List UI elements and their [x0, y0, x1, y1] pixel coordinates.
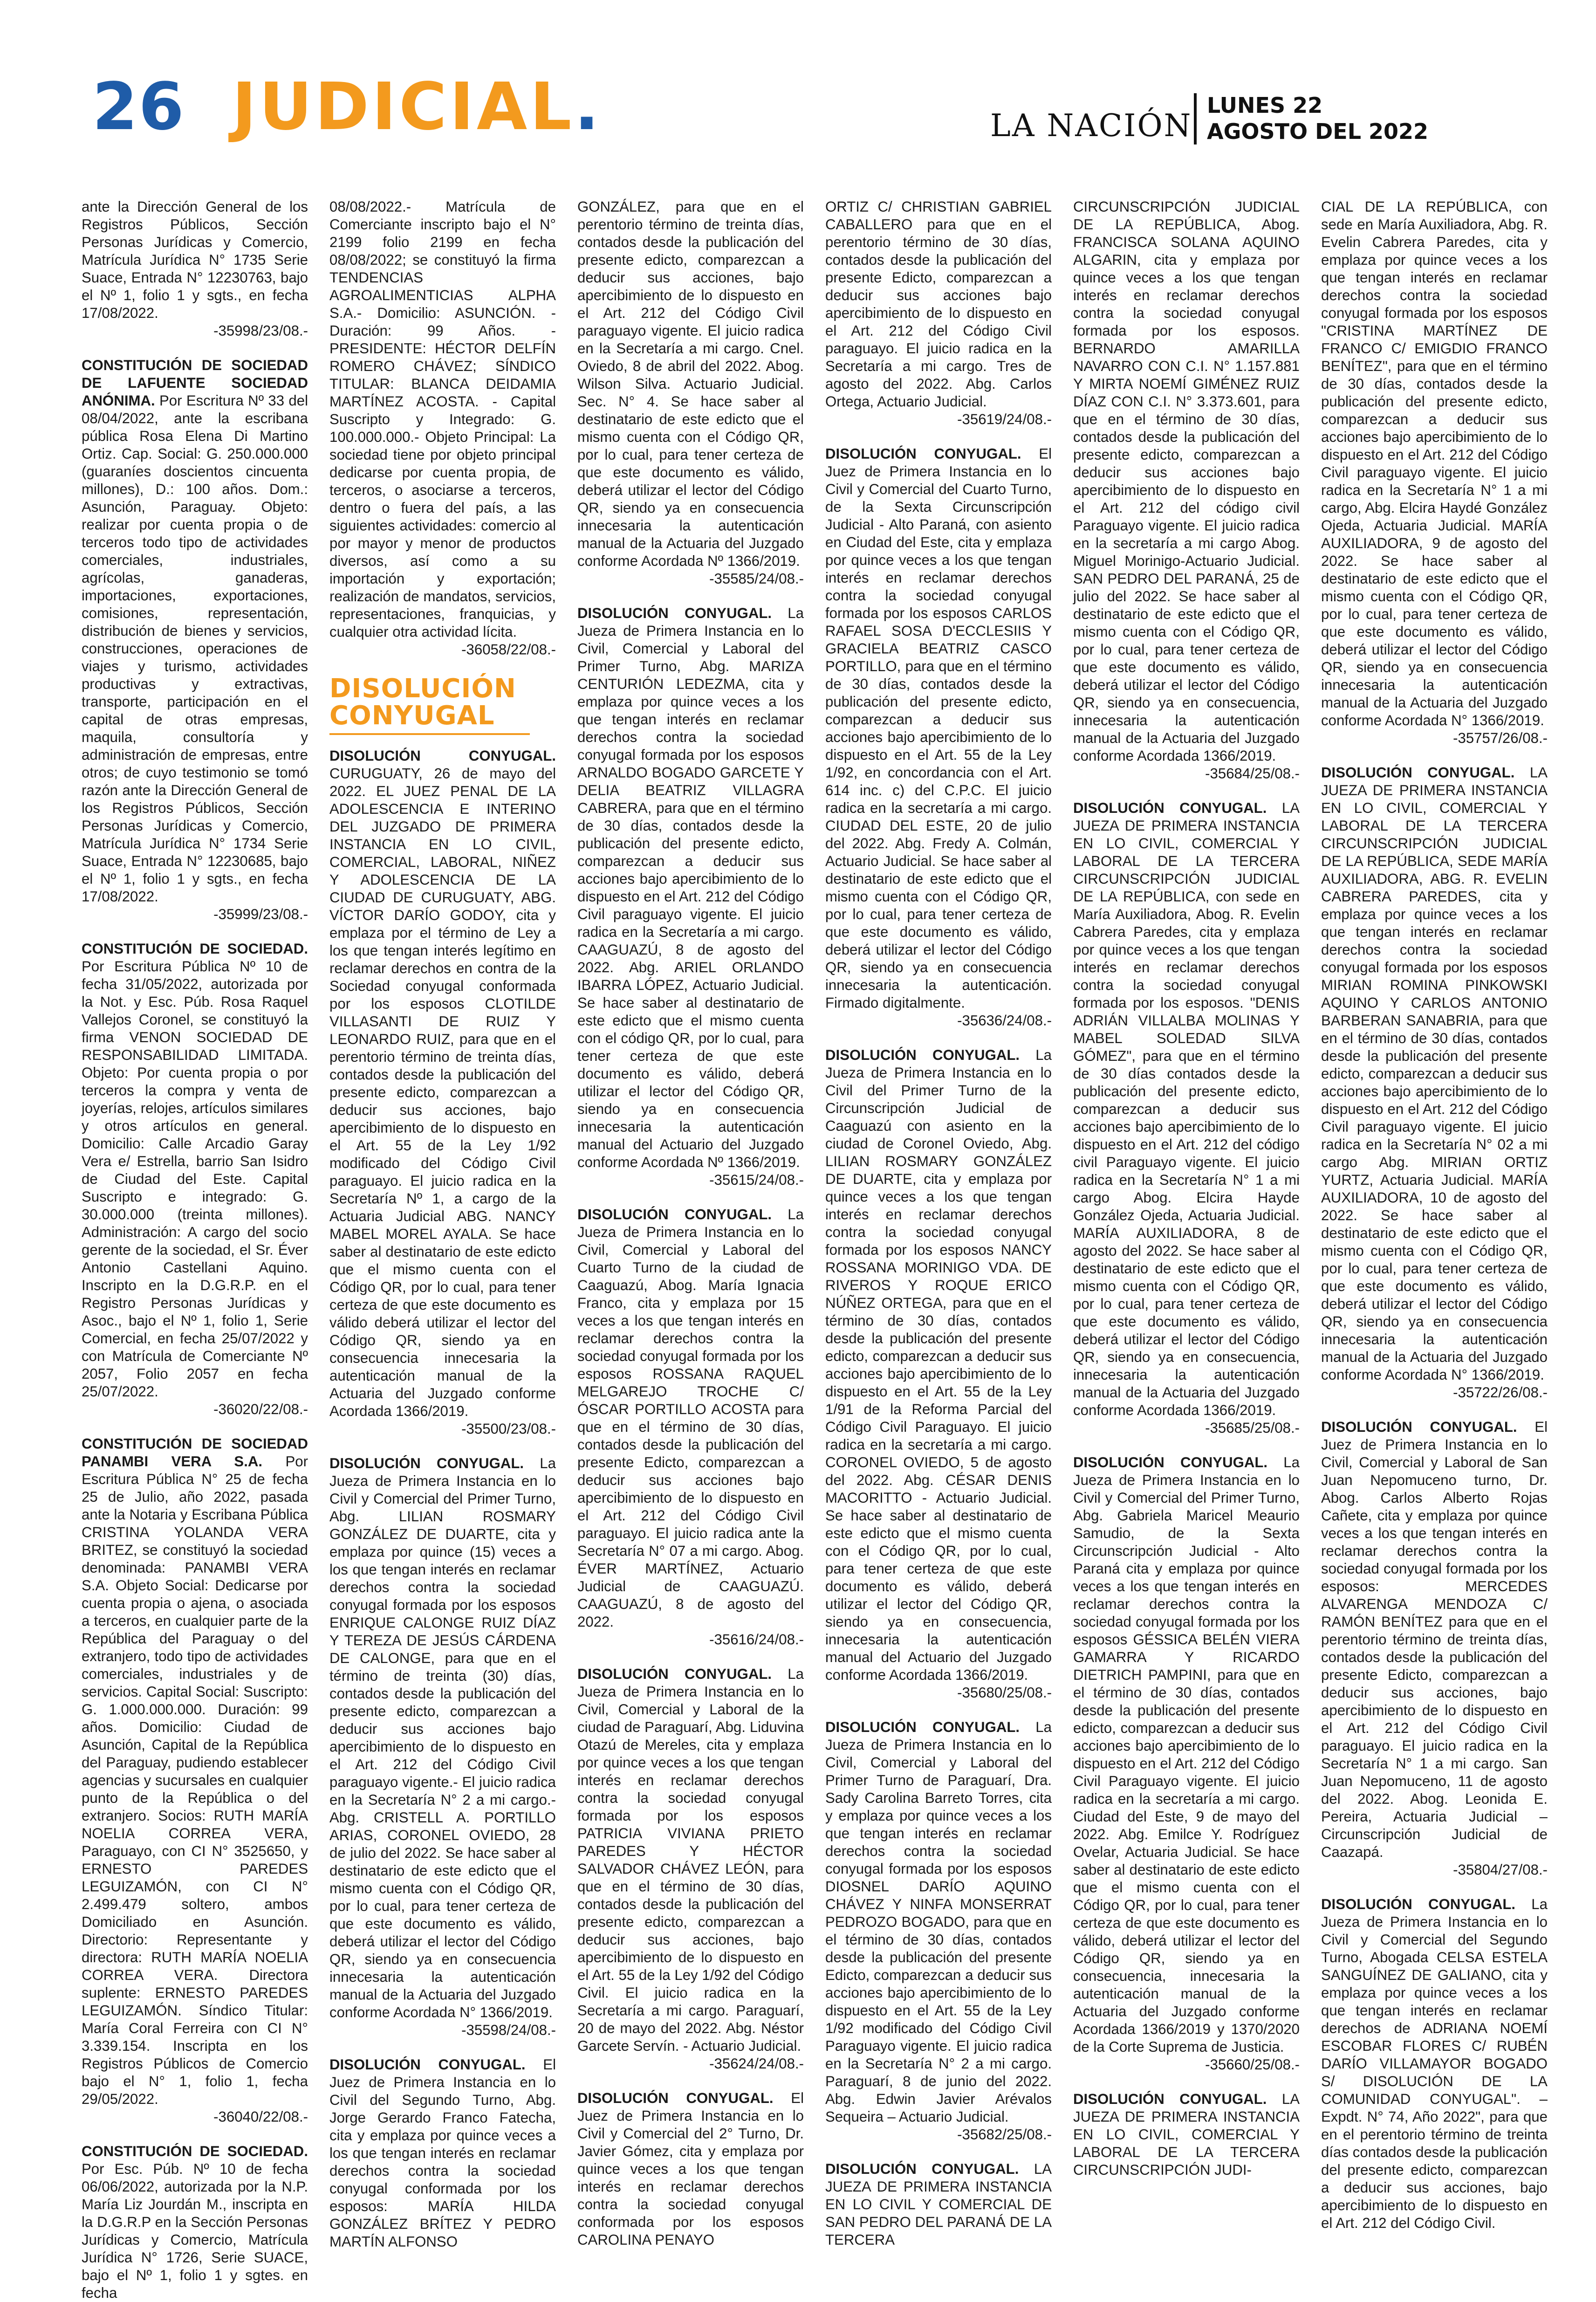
notice-title: DISOLUCIÓN CONYUGAL. [1321, 764, 1515, 781]
notice-title: CONSTITUCIÓN DE SOCIEDAD. [82, 2143, 308, 2159]
notice-title: DISOLUCIÓN CONYUGAL. [329, 1455, 524, 1471]
notice-title: DISOLUCIÓN CONYUGAL. [577, 2090, 774, 2106]
notice: CIAL DE LA REPÚBLICA, con sede en María Auxiliadora, Abg. R. Evelin Cabrera Paredes, cita y emplaza por quince veces a los que tengan interés en reclamar derechos contra la sociedad conyugal formada por los esposos "CRISTINA MARTÍNEZ DE FRANCO C/ EMIGDIO FRANCO BENÍTEZ", para que en el término de 30 días, contados desde la publicación del presente edicto, comparezcan a deducir sus acciones bajo apercibimiento de lo dispuesto en el Art. 212 del Código Civil paraguayo vigente. El juicio radica en la Secretaría N° 1 a mi cargo, Abg. Elcira Haydé González Ojeda, Actuaria Judicial. MARÍA AUXILIADORA, 9 de agosto del 2022. Se hace saber al destinatario de este edicto que el mismo cuenta con el Código QR, por lo cual, para tener certeza de que este documento es válido, deberá utilizar el lector del Código QR, siendo ya en consecuencia innecesaria la autenticación manual de la Actuaria del Juzgado conforme Acordada N° 1366/2019. -35757/26/08.- [1321, 199, 1548, 746]
issue-month: AGOSTO DEL 2022 [1207, 119, 1429, 144]
notice-title: DISOLUCIÓN CONYUGAL. [1073, 800, 1267, 816]
section-dot: . [574, 69, 602, 145]
newspaper-logo: LA NACIÓN [990, 108, 1192, 144]
notice: ORTIZ C/ CHRISTIAN GABRIEL CABALLERO para que en el perentorio término de 30 días, contados desde la publicación del presente Edicto, comparezcan a deducir sus acciones bajo apercibimiento de lo dispuesto en el Art. 212 del Código Civil paraguayo. El juicio radica en la Secretaría a mi cargo. Tres de agosto del 2022. Abg. Carlos Ortega, Actuario Judicial. -35619/24/08.- [825, 199, 1052, 427]
notice-title: DISOLUCIÓN CONYUGAL. [329, 2056, 526, 2073]
notice-ref: -35999/23/08.- [213, 906, 308, 922]
notice-ref: -35636/24/08.- [957, 1012, 1052, 1029]
notice-title: DISOLUCIÓN CONYUGAL. [577, 1666, 772, 1682]
notice: ante la Dirección General de los Registros Públicos, Sección Personas Jurídicas y Comercio, Matrícula Jurídica N° 1735 Serie Suace, Entrada N° 12230763, bajo el Nº 1, folio 1 y sgts., en fecha 17/08/2022. -35998/23/08.- [82, 199, 308, 339]
notice: DISOLUCIÓN CONYUGAL. La Jueza de Primera Instancia en lo Civil y Comercial del Primer Turno, Abg. Gabriela Maricel Meaurio Samudio, de la Sexta Circunscripción Judicial - Alto Paraná cita y emplaza por quince veces a los que tengan interés en reclamar derechos contra la sociedad conyugal formada por los esposos GÉSSICA BELÉN VIERA GAMARRA Y RICARDO DIETRICH PAMPINI, para que en el término de 30 días, contados desde la publicación del presente edicto, comparezcan a deducir sus acciones bajo apercibimiento de lo dispuesto en el Art. 212 del Código Civil Paraguayo vigente. El juicio radica en la secretaría a mi cargo. Ciudad del Este, 9 de mayo del 2022. Abg. Emilce Y. Rodríguez Ovelar, Actuaria Judicial. Se hace saber al destinatario de este edicto que el mismo cuenta con el Código QR, por lo cual, para tener certeza de que este documento es válido, deberá utilizar el lector del Código QR, siendo ya en consecuencia, innecesaria la autenticación manual de la Actuaria del Juzgado conforme Acordada 1366/2019 y 1370/2020 de la Corte Suprema de Justicia. -35660/25/08.- [1073, 1454, 1300, 2073]
notice-ref: -35757/26/08.- [1453, 730, 1548, 746]
issue-day: LUNES 22 [1207, 93, 1323, 118]
notice: DISOLUCIÓN CONYUGAL. CURUGUATY, 26 de mayo del 2022. EL JUEZ PENAL DE LA ADOLESCENCIA E INTERINO DEL JUZGADO DE PRIMERA INSTANCIA EN LO CIVIL, COMERCIAL, LABORAL, NIÑEZ Y ADOLESCENCIA DE LA CIUDAD DE CURUGUATY, ABG. VÍCTOR DARÍO GODOY, cita y emplaza por el término de Ley a los que tengan interés legítimo en reclamar derechos en contra de la Sociedad conyugal conformada por los esposos CLOTILDE VILLASANTI DE RUIZ Y LEONARDO RUIZ, para que en el perentorio término de treinta días, contados desde la publicación del presente edicto, comparezcan a deducir sus acciones, bajo apercibimiento de lo dispuesto en el Art. 55 de la Ley 1/92 modificado del Código Civil paraguayo. El juicio radica en la Secretaría Nº 1, a cargo de la Actuaria Judicial ABG. NANCY MABEL MOREL AYALA. Se hace saber al destinatario de este edicto que el mismo cuenta con el Código QR, por lo cual, para tener certeza de que este documento es válido deberá utilizar el lector del Código QR, siendo ya en consecuencia innecesaria la autenticación manual de la Actuaria del Juzgado conforme Acordada 1366/2019. -35500/23/08.- [329, 748, 556, 1437]
notice-title: CONSTITUCIÓN DE SOCIEDAD. [82, 941, 308, 957]
notice-title: DISOLUCIÓN CONYUGAL. [1321, 1419, 1517, 1435]
notice-title: CONSTITUCIÓN DE SOCIEDAD DE LAFUENTE SOCIEDAD ANÓNIMA. [82, 357, 308, 409]
column-2 [329, 198, 556, 2250]
notice-title: DISOLUCIÓN CONYUGAL. [825, 2161, 1019, 2177]
notice-ref: -36040/22/08.- [213, 2109, 308, 2125]
notice-title: DISOLUCIÓN CONYUGAL. [329, 748, 556, 764]
notice: DISOLUCIÓN CONYUGAL. La Jueza de Primera Instancia en lo Civil y Comercial del Segundo Turno, Abogada CELSA ESTELA SANGUÍNEZ DE GALIANO, cita y emplaza por quince veces a los que tengan interés en reclamar derechos de ADRIANA NOEMÍ ESCOBAR FLORES C/ RUBÉN DARÍO VILLAMAYOR BOGADO S/ DISOLUCIÓN DE LA COMUNIDAD CONYUGAL". – Expdt. N° 74, Año 2022", para que en el perentorio término de treinta días contados desde la publicación del presente edicto, comparezcan a deducir sus acciones, bajo apercibimiento de lo dispuesto en el Art. 212 del Código Civil. [1321, 1896, 1548, 2231]
notice-ref: -35619/24/08.- [957, 411, 1052, 427]
notice-ref: -35684/25/08.- [1205, 765, 1300, 782]
column-5 [1073, 198, 1300, 2178]
notice-ref: -35685/25/08.- [1205, 1420, 1300, 1436]
notice-ref: -35615/24/08.- [709, 1172, 804, 1188]
notice-title: DISOLUCIÓN CONYUGAL. [825, 446, 1021, 462]
notice: DISOLUCIÓN CONYUGAL. El Juez de Primera Instancia en lo Civil y Comercial del Cuarto Turno, de la Sexta Circunscripción Judicial - Alto Paraná, con asiento en Ciudad del Este, cita y emplaza por quince veces a los que tengan interés en reclamar derechos contra la sociedad conyugal formada por los esposos CARLOS RAFAEL SOSA D'ECCLESIIS Y GRACIELA BEATRIZ CASCO PORTILLO, para que en el término de 30 días, contados desde la publicación del presente edicto, comparezcan a deducir sus acciones bajo apercibimiento de lo dispuesto en el Art. 55 de la Ley 1/92, en concordancia con el Art. 614 inc. c) del C.P.C. El juicio radica en la secretaría a mi cargo. CIUDAD DEL ESTE, 20 de julio del 2022. Abg. Fredy A. Colmán, Actuario Judicial. Se hace saber al destinatario de este edicto que el mismo cuenta con el Código QR, por lo cual, para tener certeza de que este documento es válido, deberá utilizar el lector del Código QR, siendo ya en consecuencia innecesaria la autenticación. Firmado digitalmente. -35636/24/08.- [825, 446, 1052, 1029]
notice: DISOLUCIÓN CONYUGAL. La Jueza de Primera Instancia en lo Civil, Comercial y Laboral de la ciudad de Paraguarí, Abg. Liduvina Otazú de Mereles, cita y emplaza por quince veces a los que tengan interés en reclamar derechos contra la sociedad conyugal formada por los esposos PATRICIA VIVIANA PRIETO PAREDES Y HÉCTOR SALVADOR CHÁVEZ LEÓN, para que en el término de 30 días, contados desde la publicación del presente edicto, comparezcan a deducir sus acciones, bajo apercibimiento de lo dispuesto en el Art. 55 de la Ley 1/92 del Código Civil. El juicio radica en la Secretaría a mi cargo. Paraguarí, 20 de mayo del 2022. Abg. Néstor Garcete Servín. - Actuario Judicial. -35624/24/08.- [577, 1666, 804, 2072]
notice: DISOLUCIÓN CONYUGAL. La Jueza de Primera Instancia en lo Civil, Comercial y Laboral del Cuarto Turno de la ciudad de Caaguazú, Abog. María Ignacia Franco, cita y emplaza por 15 veces a los que tengan interés en reclamar derechos contra la sociedad conyugal formada por los esposos ROSSANA RAQUEL MELGAREJO TROCHE C/ ÓSCAR PORTILLO ACOSTA para que en el término de 30 días, contados desde la publicación del presente Edicto, comparezcan a deducir sus acciones bajo apercibimiento de lo dispuesto en el Art. 212 del Código Civil paraguayo. El juicio radica ante la Secretaría N° 07 a mi cargo. Abog. ÉVER MARTÍNEZ, Actuario Judicial de CAAGUAZÚ. CAAGUAZÚ, 8 de agosto del 2022. -35616/24/08.- [577, 1206, 804, 1648]
notice: 08/08/2022.- Matrícula de Comerciante inscripto bajo el N° 2199 folio 2199 en fecha 08/08/2022; se constituyó la firma TENDENCIAS AGROALIMENTICIAS ALPHA S.A.- Domicilio: ASUNCIÓN. - Duración: 99 Años. - PRESIDENTE: HÉCTOR DELFÍN ROMERO CHÁVEZ; SÍNDICO TITULAR: BLANCA DEIDAMIA MARTÍNEZ ACOSTA. - Capital Suscripto y Integrado: G. 100.000.000.- Objeto Principal: La sociedad tiene por objeto principal dedicarse por cuenta propia, de terceros, o asociarse a terceros, dentro o fuera del país, a las siguientes actividades: comercio al por mayor y menor de productos diversos, así como a su importación y exportación; realización de mandatos, servicios, representaciones, franquicias, y cualquier otra actividad lícita. -36058/22/08.- [329, 199, 556, 658]
notice-columns [82, 198, 1549, 2301]
notice: DISOLUCIÓN CONYUGAL. LA JUEZA DE PRIMERA INSTANCIA EN LO CIVIL Y COMERCIAL DE SAN PEDRO DEL PARANÁ DE LA TERCERA [825, 2161, 1052, 2248]
notice-title: DISOLUCIÓN CONYUGAL. [825, 1047, 1020, 1063]
notice: DISOLUCIÓN CONYUGAL. LA JUEZA DE PRIMERA INSTANCIA EN LO CIVIL, COMERCIAL Y LABORAL DE LA TERCERA CIRCUNSCRIPCIÓN JUDICIAL DE LA REPÚBLICA, con sede en María Auxiliadora, Abog. R. Evelin Cabrera Paredes, cita y emplaza por quince veces a los que tengan interés en reclamar derechos contra la sociedad conyugal formada por los esposos. "DENIS ADRIÁN VILLALBA MOLINAS Y MABEL SOLEDAD SILVA GÓMEZ", para que en el término de 30 días contados desde la publicación del presente edicto, comparezcan a deducir sus acciones bajo apercibimiento de lo dispuesto en el Art. 212 del código civil Paraguayo vigente. El juicio radica en la Secretaría N° 1 a mi cargo Abog. Elcira Hayde González Ojeda, Actuaria Judicial. MARÍA AUXILIADORA, 8 de agosto del 2022. Se hace saber al destinatario de este edicto que el mismo cuenta con el Código QR, por lo cual, para tener certeza de que este documento es válido, deberá utilizar el lector del Código QR, siendo ya en consecuencia, innecesaria la autenticación manual de la Actuaria del Juzgado conforme Acordada 1366/2019. -35685/25/08.- [1073, 800, 1300, 1436]
page-header [0, 0, 1596, 177]
notice: DISOLUCIÓN CONYUGAL. El Juez de Primera Instancia en lo Civil, Comercial y Laboral de San Juan Nepomuceno turno, Dr. Abog. Carlos Alberto Rojas Cañete, cita y emplaza por quince veces a los que tengan interés en reclamar derechos contra la sociedad conyugal formada por los esposos: MERCEDES ALVARENGA MENDOZA C/ RAMÓN BENÍTEZ para que en el perentorio término de treinta días, contados desde la publicación del presente Edicto, comparezcan a deducir sus acciones, bajo apercibimiento de lo dispuesto en el Art. 212 del Código Civil paraguayo. El juicio radica en la Secretaría N° 1 a mi cargo. San Juan Nepomuceno, 11 de agosto del 2022. Abog. Leonida E. Pereira, Actuaria Judicial – Circunscripción Judicial de Caazapá. -35804/27/08.- [1321, 1419, 1548, 1878]
notice: DISOLUCIÓN CONYUGAL. La Jueza de Primera Instancia en lo Civil del Primer Turno de la Circunscripción Judicial de Caaguazú con asiento en la ciudad de Coronel Oviedo, Abg. LILIAN ROSMARY GONZÁLEZ DE DUARTE, cita y emplaza por quince veces a los que tengan interés en reclamar derechos contra la sociedad conyugal formada por los esposos NANCY ROSSANA MORINIGO VDA. DE RIVEROS Y ROQUE ERICO NÚÑEZ ORTEGA, para que en el término de 30 días, contados desde la publicación del presente edicto, comparezcan a deducir sus acciones bajo apercibimiento de lo dispuesto en el Art. 55 de la Ley 1/91 de la Reforma Parcial del Código Civil Paraguayo. El juicio radica en la secretaría a mi cargo. CORONEL OVIEDO, 5 de agosto del 2022. Abg. CÉSAR DENIS MACORITTO - Actuario Judicial. Se hace saber al destinatario de este edicto que el mismo cuenta con el Código QR, por lo cual, para tener certeza de que este documento es válido, deberá utilizar el lector del Código QR, siendo ya en consecuencia, innecesaria la autenticación manual del Actuario del Juzgado conforme Acordada 1366/2019. -35680/25/08.- [825, 1047, 1052, 1701]
notice: CONSTITUCIÓN DE SOCIEDAD. Por Escritura Pública Nº 10 de fecha 31/05/2022, autorizada por la Not. y Esc. Púb. Rosa Raquel Vallejos Coronel, se constituyó la firma VENON SOCIEDAD DE RESPONSABILIDAD LIMITADA. Objeto: Por cuenta propia o por terceros la compra y venta de joyerías, relojes, artículos similares y otros artículos en general. Domicilio: Calle Arcadio Garay Vera e/ Estrella, barrio San Isidro de Ciudad del Este. Capital Suscripto e integrado: G. 30.000.000 (treinta millones). Administración: A cargo del socio gerente de la sociedad, el Sr. Éver Antonio Castellani Aquino. Inscripto en la D.G.R.P. en el Registro Personas Jurídicas y Asoc., bajo el Nº 1, folio 1, Serie Comercial, en fecha 25/07/2022 y con Matrícula de Comerciante Nº 2057, Folio 2057 en fecha 25/07/2022. -36020/22/08.- [82, 941, 308, 1417]
notice: DISOLUCIÓN CONYUGAL. La Jueza de Primera Instancia en lo Civil, Comercial y Laboral del Primer Turno de Paraguarí, Dra. Sady Carolina Barreto Torres, cita y emplaza por quince veces a los que tengan interés en reclamar derechos contra la sociedad conyugal formada por los esposos DIOSNEL DARÍO AQUINO CHÁVEZ Y NINFA MONSERRAT PEDROZO BOGADO, para que en el término de 30 días, contados desde la publicación del presente Edicto, comparezcan a deducir sus acciones bajo apercibimiento de lo dispuesto en el Art. 55 de la Ley 1/92 modificado del Código Civil Paraguayo vigente. El juicio radica en la Secretaría N° 2 a mi cargo. Paraguarí, 8 de junio del 2022. Abg. Edwin Javier Arévalos Sequeira – Actuario Judicial. -35682/25/08.- [825, 1719, 1052, 2143]
notice: DISOLUCIÓN CONYUGAL. La Jueza de Primera Instancia en lo Civil y Comercial del Primer Turno, Abg. LILIAN ROSMARY GONZÁLEZ DE DUARTE, cita y emplaza por quince (15) veces a los que tengan interés en reclamar derechos contra la sociedad conyugal formada por los esposos ENRIQUE CALONGE RUIZ DÍAZ Y TEREZA DE JESÚS CÁRDENA DE CALONGE, para que en el término de treinta (30) días, contados desde la publicación del presente edicto, comparezcan a deducir sus acciones bajo apercibimiento de lo dispuesto en el Art. 212 del Código Civil paraguayo vigente.- El juicio radica en la Secretaría N° 2 a mi cargo.- Abg. CRISTELL A. PORTILLO ARIAS, CORONEL OVIEDO, 28 de julio del 2022. Se hace saber al destinatario de este edicto que el mismo cuenta con el Código QR, por lo cual, para tener certeza de que este documento es válido, deberá utilizar el lector del Código QR, siendo ya en consecuencia innecesaria la autenticación manual de la Actuaria del Juzgado conforme Acordada N° 1366/2019. -35598/24/08.- [329, 1455, 556, 2038]
notice-title: DISOLUCIÓN CONYUGAL. [825, 1719, 1020, 1735]
notice: DISOLUCIÓN CONYUGAL. El Juez de Primera Instancia en lo Civil del Segundo Turno, Abg. Jorge Gerardo Franco Fatecha, cita y emplaza por quince veces a los que tengan interés en reclamar derechos contra la sociedad conyugal conformada por los esposos: MARÍA HILDA GONZÁLEZ BRÍTEZ Y PEDRO MARTÍN ALFONSO [329, 2056, 556, 2250]
notice-ref: -35660/25/08.- [1205, 2056, 1300, 2073]
notice-title: DISOLUCIÓN CONYUGAL. [577, 605, 772, 621]
notice-ref: -35998/23/08.- [213, 323, 308, 339]
column-3 [577, 198, 804, 2248]
column-1 [82, 198, 308, 2301]
notice: DISOLUCIÓN CONYUGAL. LA JUEZA DE PRIMERA INSTANCIA EN LO CIVIL, COMERCIAL Y LABORAL DE LA TERCERA CIRCUNSCRIPCIÓN JUDICIAL DE LA REPÚBLICA, SEDE MARÍA AUXILIADORA, ABG. R. EVELIN CABRERA PAREDES, cita y emplaza por quince veces a los que tengan interés en reclamar derechos contra la sociedad conyugal formada por los esposos MIRIAN ROMINA PINKOWSKI AQUINO Y CARLOS ANTONIO BARBERAN SANABRIA, para que en el término de 30 días, contados desde la publicación del presente edicto, comparezcan a deducir sus acciones bajo apercibimiento de lo dispuesto en el Art. 212 del Código Civil paraguayo vigente. El juicio radica en la Secretaría N° 02 a mi cargo Abg. MIRIAN ORTIZ YURTZ, Actuaria Judicial. MARÍA AUXILIADORA, 10 de agosto del 2022. Se hace saber al destinatario de este edicto que el mismo cuenta con el Código QR, por lo cual, para tener certeza de que este documento es válido, deberá utilizar el lector del Código QR, siendo ya en consecuencia innecesaria la autenticación manual de la Actuaria del Juzgado conforme Acordada N° 1366/2019. -35722/26/08.- [1321, 764, 1548, 1401]
notice-ref: -35624/24/08.- [709, 2055, 804, 2072]
notice-ref: -36058/22/08.- [461, 641, 556, 658]
notice-title: DISOLUCIÓN CONYUGAL. [577, 1206, 772, 1223]
notice-ref: -35500/23/08.- [461, 1421, 556, 1437]
notice-ref: -35598/24/08.- [461, 2022, 556, 2038]
notice-ref: -35682/25/08.- [957, 2126, 1052, 2143]
notice-ref: -35804/27/08.- [1453, 1862, 1548, 1878]
notice: DISOLUCIÓN CONYUGAL. LA JUEZA DE PRIMERA INSTANCIA EN LO CIVIL, COMERCIAL Y LABORAL DE LA TERCERA CIRCUNSCRIPCIÓN JUDI- [1073, 2091, 1300, 2178]
category-heading [329, 675, 556, 735]
notice-title: DISOLUCIÓN CONYUGAL. [1073, 1454, 1268, 1471]
notice: DISOLUCIÓN CONYUGAL. El Juez de Primera Instancia en lo Civil y Comercial del 2° Turno, Dr. Javier Gómez, cita y emplaza por quince veces a los que tengan interés en reclamar derechos contra la sociedad conyugal conformada por los esposos CAROLINA PENAYO [577, 2090, 804, 2248]
category-title: DISOLUCIÓN CONYUGAL [329, 673, 516, 731]
column-4 [825, 198, 1052, 2248]
notice-ref: -35616/24/08.- [709, 1631, 804, 1648]
notice-title: DISOLUCIÓN CONYUGAL. [1321, 1896, 1516, 1912]
notice-ref: -35680/25/08.- [957, 1684, 1052, 1701]
notice: CONSTITUCIÓN DE SOCIEDAD PANAMBI VERA S.A. Por Escritura Pública N° 25 de fecha 25 de Julio, año 2022, pasada ante la Notaria y Escribana Pública CRISTINA YOLANDA VERA BRITEZ, se constituyó la sociedad denominada: PANAMBI VERA S.A. Objeto Social: Dedicarse por cuenta propia o ajena, o asociada a terceros, en cualquier parte de la República del Paraguay o del extranjero, todo tipo de actividades comerciales, industriales y de servicios. Capital Social: Suscripto: G. 1.000.000.000. Duración: 99 años. Domicilio: Ciudad de Asunción, Capital de la República del Paraguay, pudiendo establecer agencias y sucursales en cualquier punto de la República o del extranjero. Socios: RUTH MARÍA NOELIA CORREA VERA, Paraguayo, con CI N° 3525650, y ERNESTO PAREDES LEGUIZAMÓN, con CI N° 2.499.479 soltero, ambos Domiciliado en Asunción. Directorio: Representante y directora: RUTH MARÍA NOELIA CORREA VERA. Directora suplente: ERNESTO PAREDES LEGUIZAMÓN. Síndico Titular: María Coral Ferreira con CI N° 3.339.154. Inscripta en los Registros Públicos de Comercio bajo el N° 1, folio 1, fecha 29/05/2022. -36040/22/08.- [82, 1436, 308, 2125]
column-6 [1321, 198, 1548, 2231]
notice-title: CONSTITUCIÓN DE SOCIEDAD PANAMBI VERA S.A. [82, 1436, 308, 1470]
notice-ref: -35722/26/08.- [1453, 1384, 1548, 1401]
section-name: JUDICIAL [232, 69, 575, 145]
notice-ref: -36020/22/08.- [213, 1401, 308, 1417]
notice: CIRCUNSCRIPCIÓN JUDICIAL DE LA REPÚBLICA, Abog. FRANCISCA SOLANA AQUINO ALGARIN, cita y emplaza por quince veces a los que tengan interés en reclamar derechos contra la sociedad conyugal formada por los esposos. BERNARDO AMARILLA NAVARRO CON C.I. N° 1.157.881 Y MIRTA NOEMÍ GIMÉNEZ RUIZ DÍAZ CON C.I. N° 3.373.601, para que en el término de 30 días, contados desde la publicación del presente edicto, comparezcan a deducir sus acciones bajo apercibimiento de lo dispuesto en el Art. 212 del código civil Paraguayo vigente. El juicio radica en la secretaría a mi cargo Abog. Miguel Morinigo-Actuario Judicial. SAN PEDRO DEL PARANÁ, 25 de julio del 2022. Se hace saber al destinatario de este edicto que el mismo cuenta con el Código QR, por lo cual, para tener certeza de que este documento es válido, deberá utilizar el lector del Código QR, siendo ya en consecuencia, innecesaria la autenticación manual de la Actuaria del Juzgado conforme Acordada 1366/2019. -35684/25/08.- [1073, 199, 1300, 782]
notice-title: DISOLUCIÓN CONYUGAL. [1073, 2091, 1267, 2107]
notice: CONSTITUCIÓN DE SOCIEDAD. Por Esc. Púb. Nº 10 de fecha 06/06/2022, autorizada por la N.P. María Liz Jourdán M., inscripta en la D.G.R.P en la Sección Personas Jurídicas y Comercio, Matrícula Jurídica N° 1726, Serie SUACE, bajo el Nº 1, folio 1 y sgtes. en fecha [82, 2143, 308, 2301]
header-divider [1194, 93, 1197, 144]
section-title [232, 69, 602, 145]
notice: GONZÁLEZ, para que en el perentorio término de treinta días, contados desde la publicación del presente edicto, comparezcan a deducir sus acciones, bajo apercibimiento de lo dispuesto en el Art. 212 del Código Civil paraguayo vigente. El juicio radica en la Secretaría a mi cargo. Cnel. Oviedo, 8 de abril del 2022. Abog. Wilson Silva. Actuario Judicial. Sec. N° 4. Se hace saber al destinatario de este edicto que el mismo cuenta con el Código QR, por lo cual, para tener certeza de que este documento es válido, deberá utilizar el lector del Código QR, siendo ya en consecuencia innecesaria la autenticación manual de la Actuaria del Juzgado conforme Acordada Nº 1366/2019. -35585/24/08.- [577, 199, 804, 587]
category-rule [329, 733, 530, 735]
notice: CONSTITUCIÓN DE SOCIEDAD DE LAFUENTE SOCIEDAD ANÓNIMA. Por Escritura Nº 33 del 08/04/2022, ante la escribana pública Rosa Elena Di Martino Ortiz. Cap. Social: G. 250.000.000 (guaraníes doscientos cincuenta millones), D.: 100 años. Dom.: Asunción, Paraguay. Objeto: realizar por cuenta propia o de terceros todo tipo de actividades comerciales, industriales, agrícolas, ganaderas, importaciones, exportaciones, comisiones, representación, distribución de bienes y servicios, construcciones, operaciones de viajes y turismo, actividades productivas y extractivas, transporte, participación en el capital de otras empresas, maquila, consultoría y administración de empresas, entre otros; de cuyo testimonio se tomó razón ante la Dirección General de los Registros Públicos, Sección Personas Jurídicas y Comercio, Matrícula Jurídica N° 1734 Serie Suace, Entrada N° 12230685, bajo el Nº 1, folio 1 y sgts., en fecha 17/08/2022. -35999/23/08.- [82, 357, 308, 922]
notice-ref: -35585/24/08.- [709, 570, 804, 587]
notice: DISOLUCIÓN CONYUGAL. La Jueza de Primera Instancia en lo Civil, Comercial y Laboral del Primer Turno, Abg. MARIZA CENTURIÓN LEDEZMA, cita y emplaza por quince veces a los que tengan interés en reclamar derechos contra la sociedad conyugal formada por los esposos ARNALDO BOGADO GARCETE Y DELIA BEATRIZ VILLAGRA CABRERA, para que en el término de 30 días, contados desde la publicación del presente edicto, comparezcan a deducir sus acciones bajo apercibimiento de lo dispuesto en el Art. 212 del Código Civil paraguayo vigente. El juicio radica en la Secretaría a mi cargo. CAAGUAZÚ, 8 de agosto del 2022. Abg. ARIEL ORLANDO IBARRA LÓPEZ, Actuario Judicial. Se hace saber al destinatario de este edicto que el mismo cuenta con el código QR, por lo cual, para tener certeza de que este documento es válido, deberá utilizar el lector del Código QR, siendo ya en consecuencia innecesaria la autenticación manual del Actuario del Juzgado conforme Acordada Nº 1366/2019. -35615/24/08.- [577, 605, 804, 1188]
page-number: 26 [92, 69, 185, 145]
